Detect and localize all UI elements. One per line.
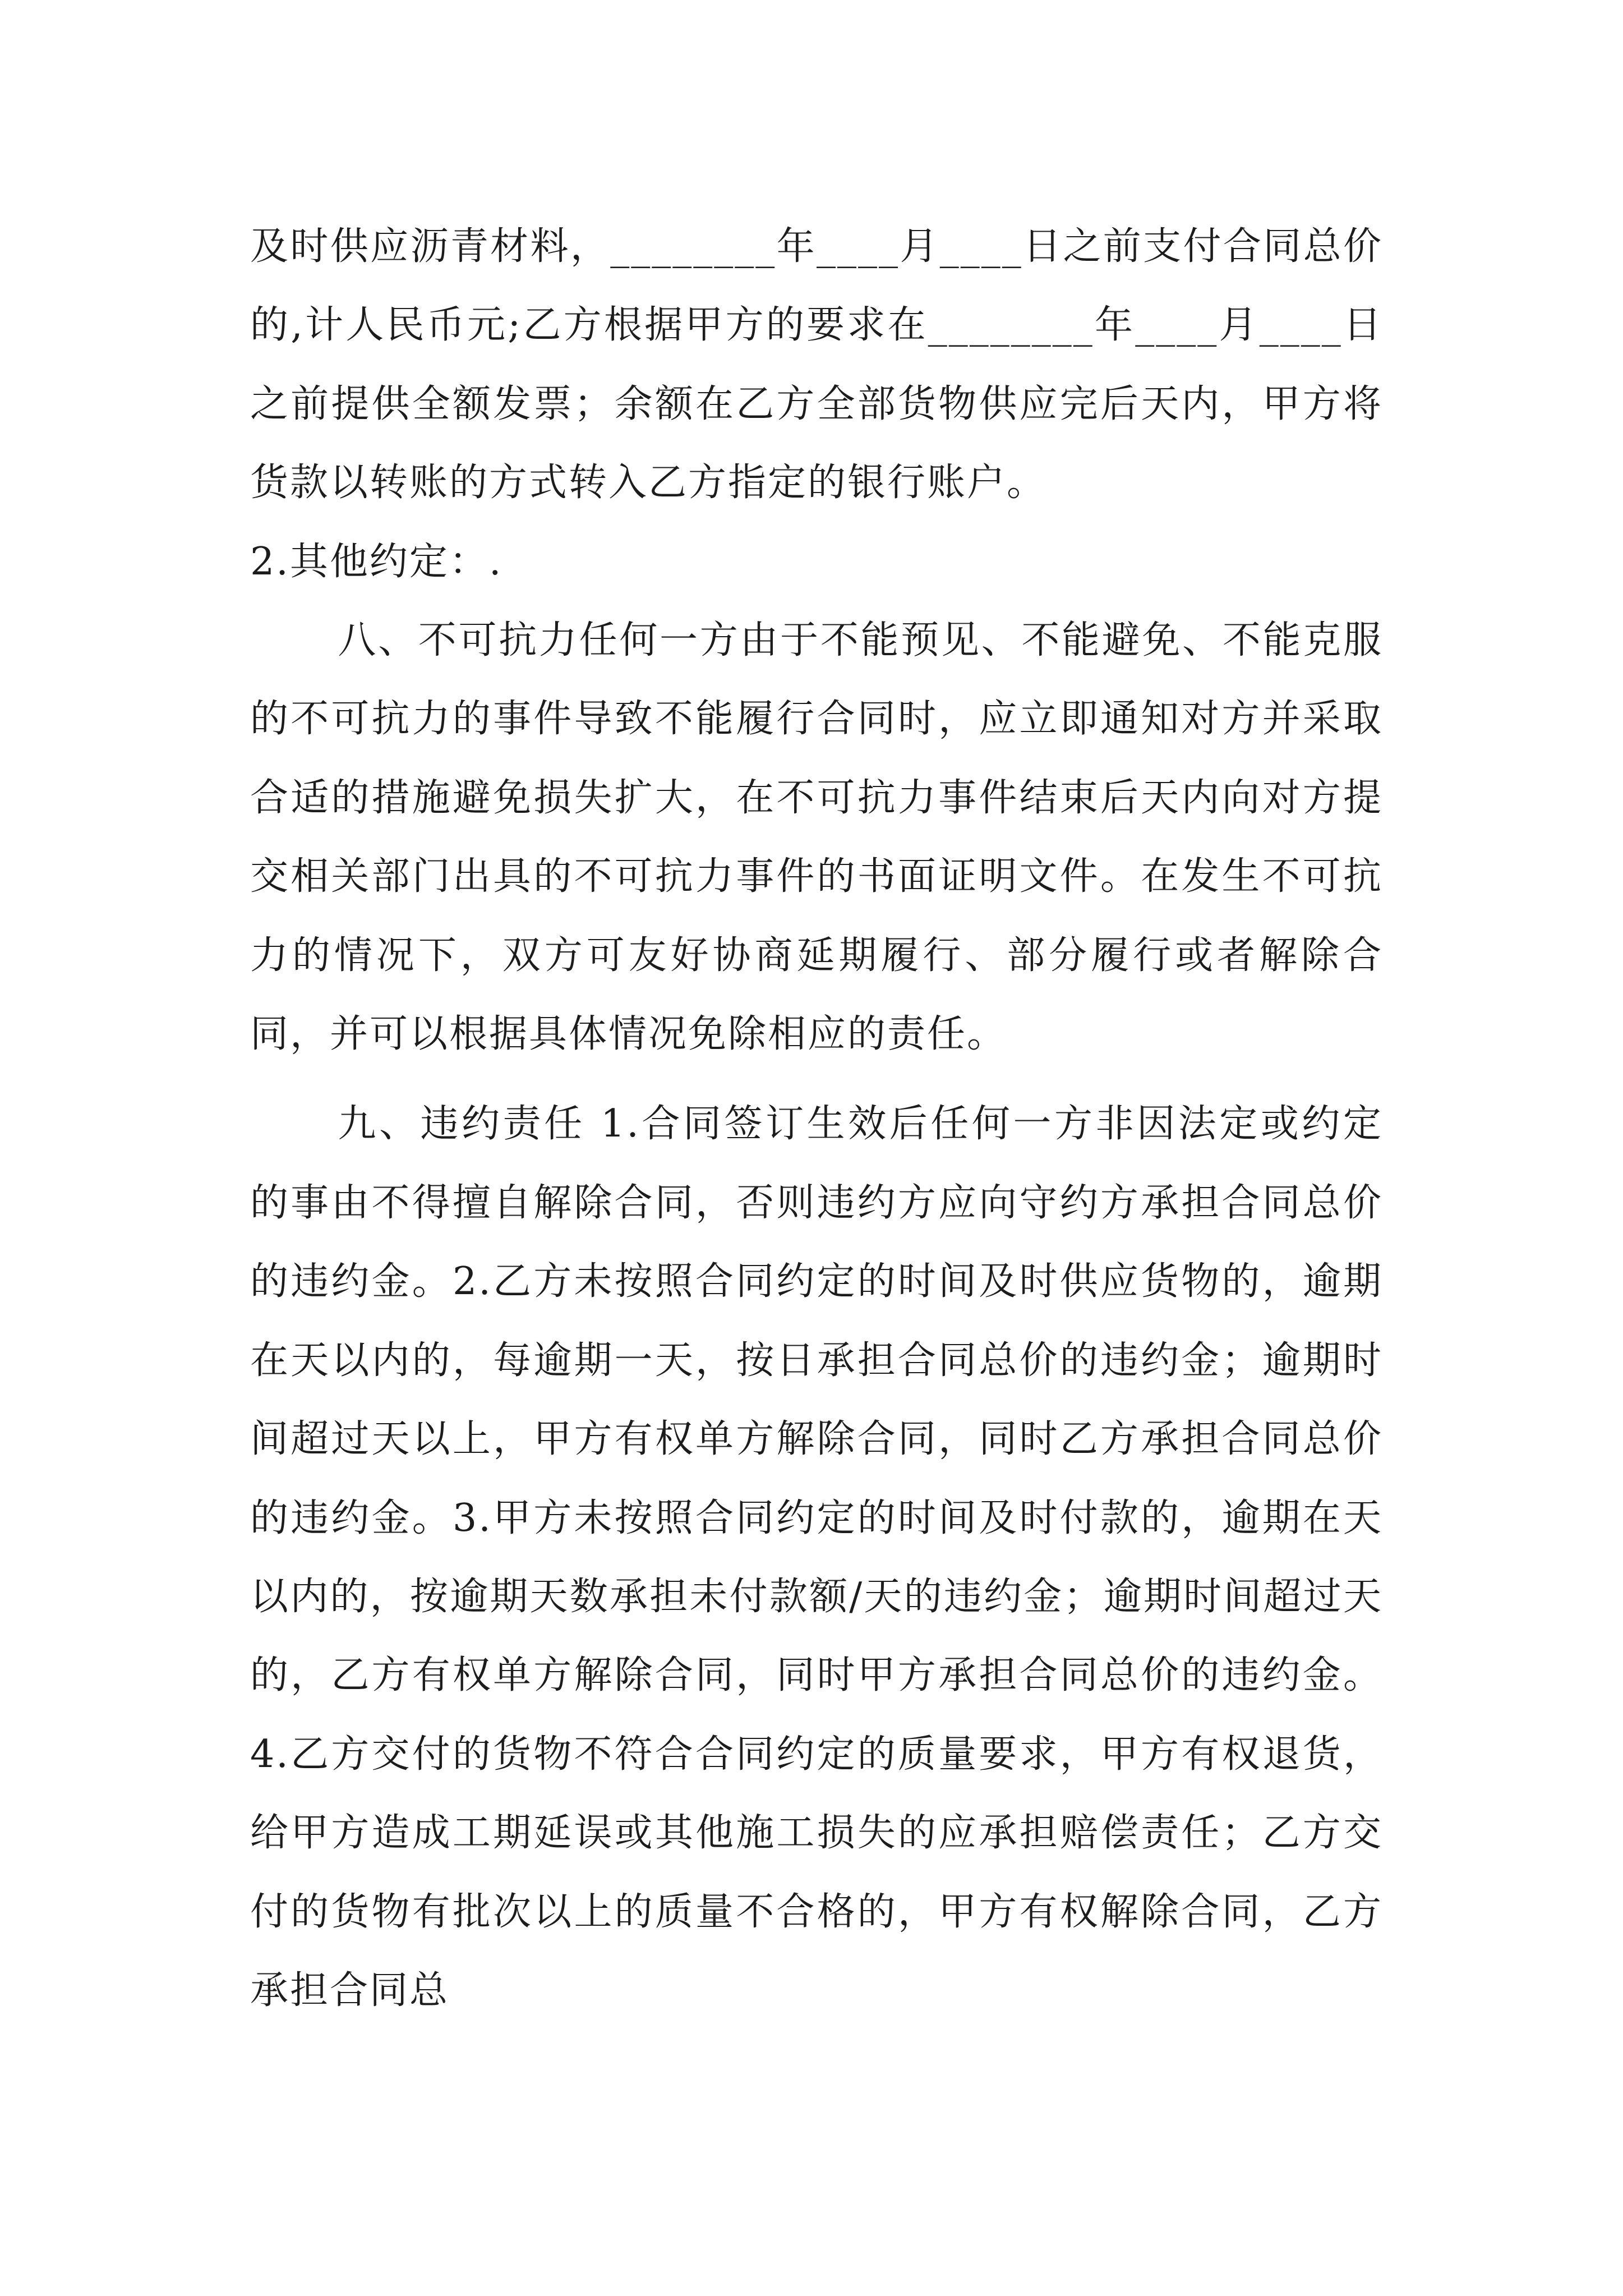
paragraph-other-agreements: 2.其他约定：. xyxy=(250,539,503,584)
paragraph-liability-for-breach: 九、违约责任 1.合同签订生效后任何一方非因法定或约定的事由不得擅自解除合同，否则违约方应向守约方承担合同总价的违约金。2.乙方未按照合同约定的时间及时供应货物的，逾期在天以内的，每逾期一天，按日承担合同总价的违约金；逾期时间超过天以上，甲方有权单方解除合同，同时乙方承担合同总价的违约金。3.甲方未按照合同约定的时间及时付款的，逾期在天以内的，按逾期天数承担未付款额/天的违约金；逾期时间超过天的，乙方有权单方解除合同，同时甲方承担合同总价的违约金。4.乙方交付的货物不符合合同约定的质量要求，甲方有权退货，给甲方造成工期延误或其他施工损失的应承担赔偿责任；乙方交付的货物有批次以上的质量不合格的，甲方有权解除合同，乙方承担合同总 xyxy=(250,1102,1383,2013)
paragraph-force-majeure: 八、不可抗力任何一方由于不能预见、不能避免、不能克服的不可抗力的事件导致不能履行合同时，应立即通知对方并采取合适的措施避免损失扩大，在不可抗力事件结束后天内向对方提交相关部门出具的不可抗力事件的书面证明文件。在发生不可抗力的情况下，双方可友好协商延期履行、部分履行或者解除合同，并可以根据具体情况免除相应的责任。 xyxy=(250,618,1383,1057)
contract-body xyxy=(250,208,1383,2030)
paragraph-payment-clause: 及时供应沥青材料，________年____月____日之前支付合同总价的,计人民币元;乙方根据甲方的要求在________年____月____日之前提供全额发票；余额在乙方全部货物供应完后天内，甲方将货款以转账的方式转入乙方指定的银行账户。 xyxy=(250,224,1383,505)
